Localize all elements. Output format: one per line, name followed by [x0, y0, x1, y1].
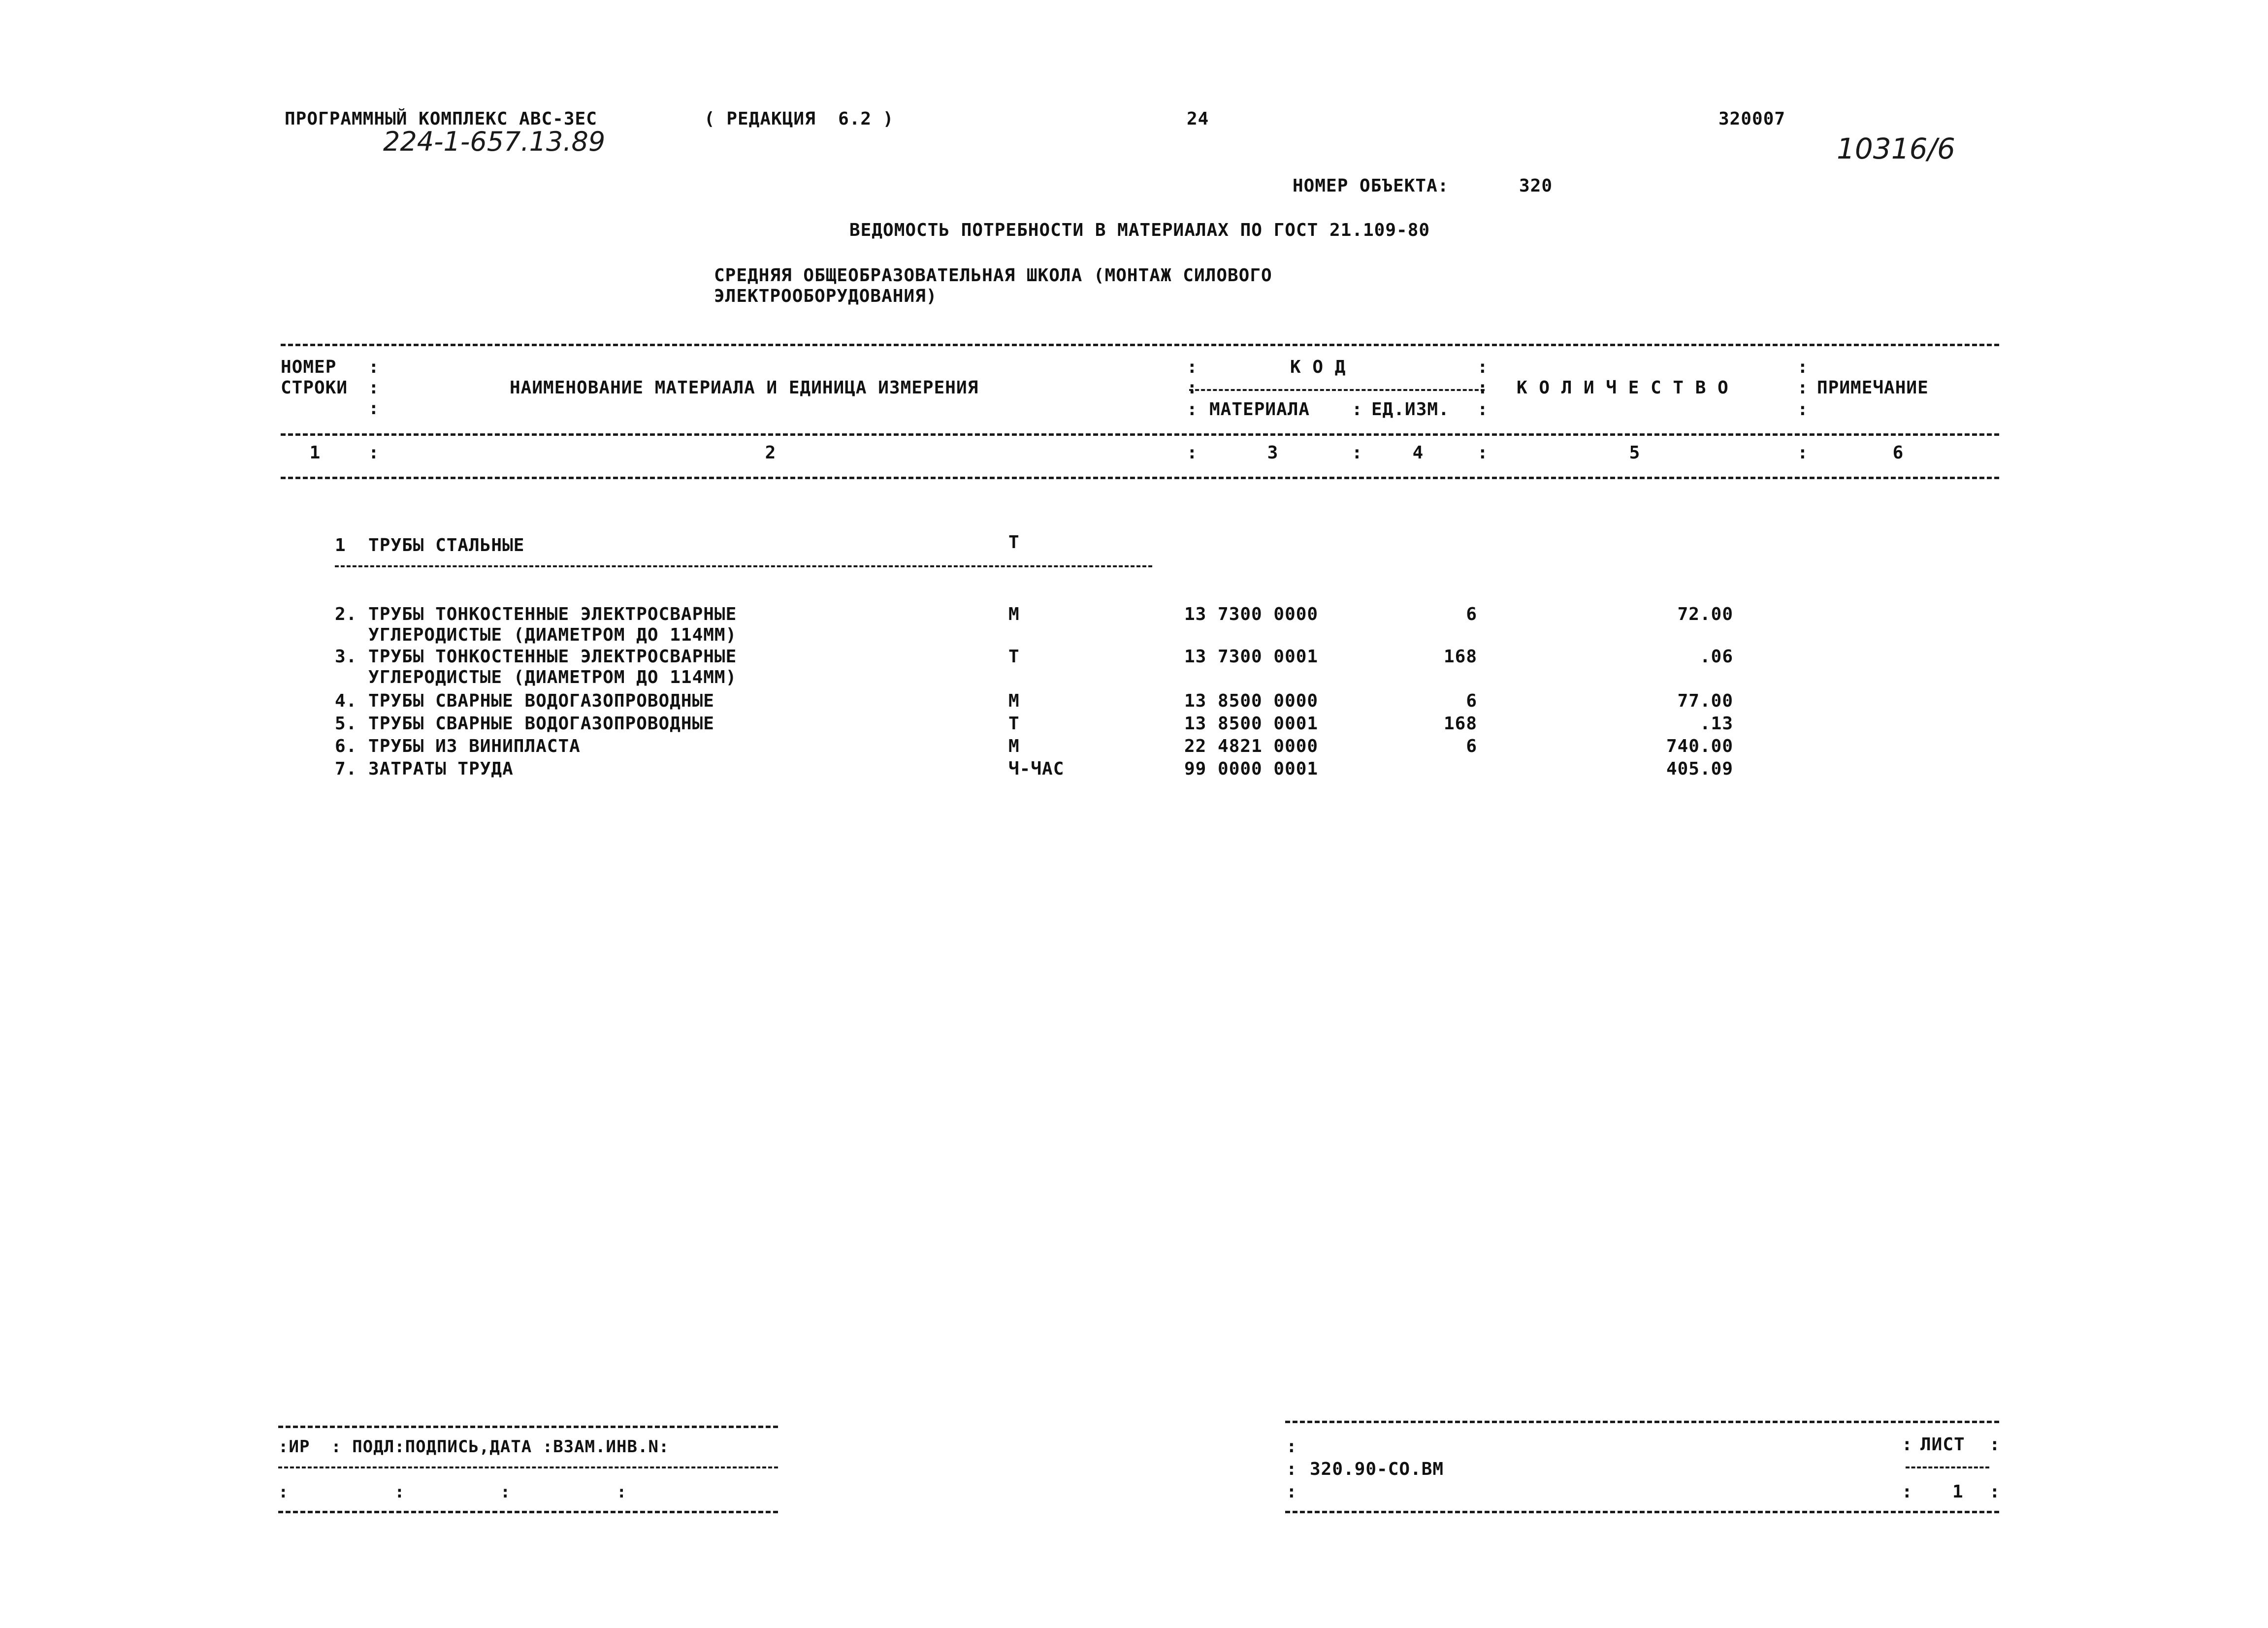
- page-number: 24: [1187, 109, 1209, 129]
- col-separator: :: [368, 378, 379, 398]
- row-name: 2. ТРУБЫ ТОНКОСТЕННЫЕ ЭЛЕКТРОСВАРНЫЕ: [335, 604, 737, 624]
- group-unit: Т: [1008, 532, 1020, 553]
- row-unit: М: [1008, 736, 1020, 756]
- row-unit-code: 6: [1466, 604, 1477, 624]
- document-code: 320007: [1718, 109, 1786, 129]
- table-header-rule: [281, 433, 1999, 436]
- col-header-note: ПРИМЕЧАНИЕ: [1817, 378, 1929, 398]
- col-separator: :: [1477, 378, 1488, 398]
- col-header-row-number-2: СТРОКИ: [281, 378, 348, 398]
- col-separator: :: [1797, 399, 1808, 420]
- col-separator: :: [1477, 399, 1488, 420]
- row-name-continuation: УГЛЕРОДИСТЫЕ (ДИАМЕТРОМ ДО 114ММ): [335, 625, 737, 645]
- col-separator: :: [1797, 443, 1808, 463]
- table-top-rule: [281, 344, 1999, 346]
- row-unit-code: 6: [1466, 736, 1477, 756]
- col-separator: :: [1187, 357, 1198, 377]
- handwritten-project-code: 224-1-657.13.89: [383, 126, 606, 157]
- row-material-code: 99 0000 0001: [1184, 759, 1319, 779]
- row-unit: Ч-ЧАС: [1008, 759, 1065, 779]
- row-unit-code: 168: [1443, 714, 1477, 734]
- stamp-left-top-rule: [278, 1426, 778, 1428]
- stamp-right-top-rule: [1285, 1421, 1999, 1423]
- row-unit-code: 168: [1443, 647, 1477, 667]
- col-separator: :: [1352, 443, 1362, 463]
- group-label: 1 ТРУБЫ СТАЛЬНЫЕ: [335, 535, 525, 555]
- stamp-right-bottom-rule: [1285, 1511, 1999, 1513]
- sheet-divider-rule: [1906, 1466, 1989, 1468]
- table-body-top-rule: [281, 477, 1999, 479]
- row-name-continuation: УГЛЕРОДИСТЫЕ (ДИАМЕТРОМ ДО 114ММ): [335, 667, 737, 687]
- col-header-code-unit: ЕД.ИЗМ.: [1371, 399, 1450, 420]
- row-unit-code: 6: [1466, 691, 1477, 711]
- row-quantity: 77.00: [1677, 691, 1733, 711]
- col-separator: :: [1797, 357, 1808, 377]
- group-underline: [335, 565, 1152, 567]
- stamp-left-labels: :ИР : ПОДЛ:ПОДПИСЬ,ДАТА :ВЗАМ.ИНВ.N:: [278, 1437, 670, 1457]
- col-separator: :: [1989, 1434, 2000, 1455]
- row-name: 5. ТРУБЫ СВАРНЫЕ ВОДОГАЗОПРОВОДНЫЕ: [335, 714, 714, 734]
- col-separator: :: [1187, 399, 1198, 420]
- row-unit: М: [1008, 691, 1020, 711]
- row-quantity: 740.00: [1666, 736, 1733, 756]
- col-header-code-material: МАТЕРИАЛА: [1209, 399, 1310, 420]
- col-number-5: 5: [1629, 443, 1641, 463]
- row-material-code: 13 7300 0000: [1184, 604, 1319, 624]
- sheet-number: 1: [1952, 1482, 1964, 1502]
- row-material-code: 13 8500 0000: [1184, 691, 1319, 711]
- col-number-2: 2: [765, 443, 777, 463]
- row-name: 7. ЗАТРАТЫ ТРУДА: [335, 759, 514, 779]
- row-name: 4. ТРУБЫ СВАРНЫЕ ВОДОГАЗОПРОВОДНЫЕ: [335, 691, 714, 711]
- row-quantity: .13: [1699, 714, 1733, 734]
- edition-label: ( РЕДАКЦИЯ 6.2 ): [704, 109, 894, 129]
- stamp-left-mid-rule: [278, 1466, 778, 1468]
- col-number-4: 4: [1412, 443, 1424, 463]
- col-separator: :: [1477, 357, 1488, 377]
- col-separator: :: [368, 443, 379, 463]
- object-number: 320: [1519, 176, 1553, 196]
- col-number-6: 6: [1892, 443, 1904, 463]
- program-name: ПРОГРАММНЫЙ КОМПЛЕКС АВС-3ЕС: [285, 109, 597, 129]
- document-designation: 320.90-СО.ВМ: [1310, 1459, 1444, 1479]
- col-number-1: 1: [309, 443, 321, 463]
- col-separator: :: [1286, 1482, 1297, 1502]
- handwritten-archive-number: 10316/6: [1837, 132, 1955, 165]
- row-material-code: 13 8500 0001: [1184, 714, 1319, 734]
- sheet-label: ЛИСТ: [1920, 1434, 1965, 1455]
- report-title: ВЕДОМОСТЬ ПОТРЕБНОСТИ В МАТЕРИАЛАХ ПО ГОСТ 21.109-80: [849, 220, 1430, 240]
- report-subtitle-line2: ЭЛЕКТРООБОРУДОВАНИЯ): [714, 286, 938, 306]
- row-material-code: 22 4821 0000: [1184, 736, 1319, 756]
- code-subheader-rule: [1189, 389, 1485, 391]
- col-separator: :: [1902, 1434, 1912, 1455]
- col-number-3: 3: [1267, 443, 1279, 463]
- col-separator: :: [1989, 1482, 2000, 1502]
- col-separator: :: [1902, 1482, 1912, 1502]
- col-header-quantity: К О Л И Ч Е С Т В О: [1517, 378, 1729, 398]
- row-material-code: 13 7300 0001: [1184, 647, 1319, 667]
- object-number-label: НОМЕР ОБЪЕКТА:: [1293, 176, 1449, 196]
- col-header-row-number-1: НОМЕР: [281, 357, 337, 377]
- row-quantity: 72.00: [1677, 604, 1733, 624]
- row-quantity: 405.09: [1666, 759, 1733, 779]
- row-unit: Т: [1008, 647, 1020, 667]
- row-unit: Т: [1008, 714, 1020, 734]
- col-separator: :: [1187, 378, 1198, 398]
- col-separator: :: [1477, 443, 1488, 463]
- col-separator: :: [1286, 1459, 1297, 1479]
- col-separator: :: [1352, 399, 1362, 420]
- stamp-left-empty-cells: : : : :: [278, 1482, 627, 1502]
- col-header-material-name: НАИМЕНОВАНИЕ МАТЕРИАЛА И ЕДИНИЦА ИЗМЕРЕНИЯ: [510, 378, 979, 398]
- col-separator: :: [1286, 1436, 1297, 1457]
- row-name: 3. ТРУБЫ ТОНКОСТЕННЫЕ ЭЛЕКТРОСВАРНЫЕ: [335, 647, 737, 667]
- col-separator: :: [368, 398, 379, 419]
- col-header-code: К О Д: [1290, 357, 1346, 377]
- row-quantity: .06: [1699, 647, 1733, 667]
- stamp-left-bottom-rule: [278, 1511, 778, 1513]
- col-separator: :: [368, 357, 379, 377]
- col-separator: :: [1797, 378, 1808, 398]
- report-subtitle-line1: СРЕДНЯЯ ОБЩЕОБРАЗОВАТЕЛЬНАЯ ШКОЛА (МОНТАЖ СИЛОВОГО: [714, 265, 1272, 286]
- col-separator: :: [1187, 443, 1198, 463]
- row-name: 6. ТРУБЫ ИЗ ВИНИПЛАСТА: [335, 736, 581, 756]
- row-unit: М: [1008, 604, 1020, 624]
